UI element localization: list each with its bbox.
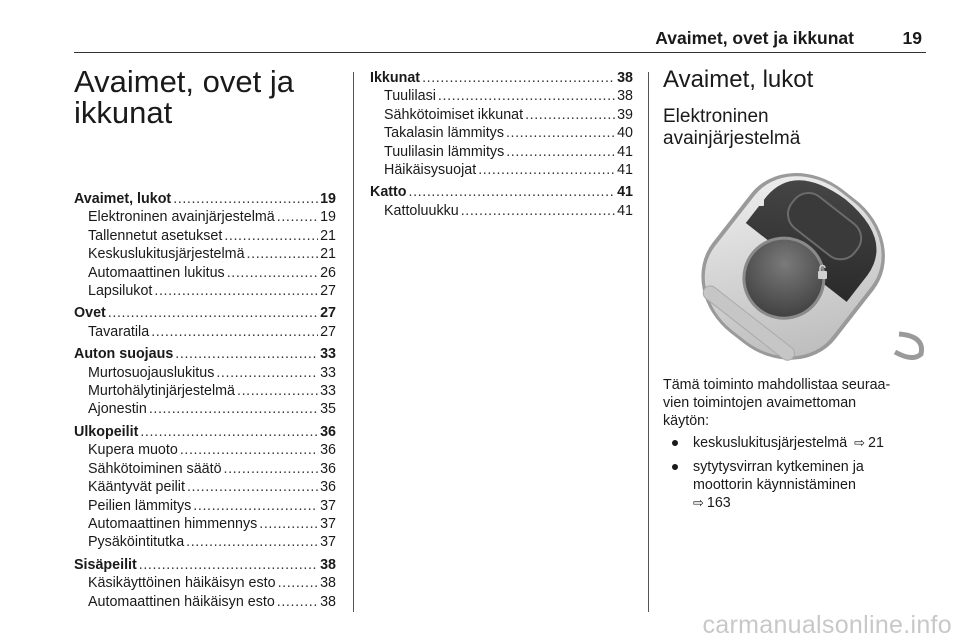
toc-entry-label: Peilien lämmitys bbox=[88, 497, 192, 514]
toc-leader-dots bbox=[180, 441, 318, 459]
toc-leader-dots bbox=[108, 304, 318, 322]
toc-entry[interactable] bbox=[370, 124, 633, 142]
subsection-title-line-1: Elektroninen bbox=[663, 106, 769, 127]
toc-entry-page: 38 bbox=[320, 575, 336, 592]
feature-list bbox=[663, 434, 933, 512]
toc-leader-dots bbox=[461, 202, 615, 220]
toc-entry-label: Automaattinen häikäisyn esto bbox=[88, 593, 275, 610]
toc-leader-dots bbox=[478, 161, 615, 179]
toc-leader-dots bbox=[140, 423, 318, 441]
toc-entry-page: 27 bbox=[320, 323, 336, 340]
toc-entry[interactable] bbox=[74, 323, 336, 341]
toc-entry[interactable] bbox=[74, 190, 336, 208]
toc-entry-page: 38 bbox=[320, 593, 336, 610]
toc-entry[interactable] bbox=[74, 460, 336, 478]
bullet-icon bbox=[672, 464, 678, 470]
toc-leader-dots bbox=[224, 460, 319, 478]
toc-entry-label: Ajonestin bbox=[88, 401, 147, 418]
toc-entry[interactable] bbox=[370, 143, 633, 161]
toc-entry[interactable] bbox=[74, 497, 336, 515]
toc-entry-label: Sisäpeilit bbox=[74, 556, 137, 573]
toc-entry-page: 26 bbox=[320, 264, 336, 281]
toc-entry-label: Auton suojaus bbox=[74, 346, 174, 363]
toc-entry[interactable] bbox=[370, 87, 633, 105]
toc-leader-dots bbox=[139, 556, 318, 574]
column-divider-2 bbox=[648, 72, 649, 612]
toc-entry-page: 38 bbox=[617, 88, 633, 105]
toc-leader-dots bbox=[506, 124, 615, 142]
toc-entry-page: 27 bbox=[320, 283, 336, 300]
arrow-right-icon: ⇨ bbox=[854, 435, 866, 450]
toc-entry[interactable] bbox=[74, 478, 336, 496]
toc-entry-page: 37 bbox=[320, 497, 336, 514]
toc-entry-page: 36 bbox=[320, 460, 336, 477]
toc-leader-dots bbox=[278, 574, 319, 592]
toc-leader-dots bbox=[186, 533, 318, 551]
toc-leader-dots bbox=[173, 190, 318, 208]
toc-entry-page: 19 bbox=[320, 191, 336, 207]
bullet-1-page-ref[interactable]: 21 bbox=[868, 435, 884, 451]
toc-list-1 bbox=[74, 190, 336, 611]
toc-leader-dots bbox=[216, 364, 318, 382]
toc-entry-page: 36 bbox=[320, 423, 336, 440]
toc-entry-page: 41 bbox=[617, 184, 633, 201]
toc-leader-dots bbox=[175, 345, 318, 363]
toc-entry-label: Pysäköintitutka bbox=[88, 534, 185, 551]
toc-entry-label: Kupera muoto bbox=[88, 442, 178, 459]
toc-entry-label: Automaattinen himmennys bbox=[88, 515, 258, 532]
key-fob-illustration bbox=[663, 166, 931, 362]
bullet-icon bbox=[672, 440, 678, 446]
arrow-right-icon: ⇨ bbox=[693, 495, 704, 510]
section-title: Avaimet, lukot bbox=[663, 66, 814, 93]
toc-entry[interactable] bbox=[74, 423, 336, 441]
toc-entry-label: Sähkötoimiset ikkunat bbox=[384, 106, 524, 123]
toc-entry-label: Murtohälytinjärjestelmä bbox=[88, 383, 235, 400]
intro-line-2: vien toimintojen avaimettoman bbox=[663, 395, 857, 411]
list-item bbox=[663, 458, 933, 512]
toc-entry[interactable] bbox=[74, 556, 336, 574]
toc-entry-label: Tuulilasin lämmitys bbox=[384, 143, 505, 160]
toc-entry-page: 33 bbox=[320, 383, 336, 400]
toc-leader-dots bbox=[187, 478, 318, 496]
column-divider-1 bbox=[353, 72, 354, 612]
toc-leader-dots bbox=[151, 323, 318, 341]
toc-entry-label: Takalasin lämmitys bbox=[384, 125, 504, 142]
chapter-title-line-1: Avaimet, ovet ja bbox=[74, 64, 294, 99]
toc-entry-label: Lapsilukot bbox=[88, 283, 153, 300]
toc-leader-dots bbox=[149, 400, 318, 418]
toc-entry-page: 37 bbox=[320, 515, 336, 532]
toc-entry[interactable] bbox=[74, 245, 336, 263]
toc-leader-dots bbox=[193, 497, 318, 515]
toc-entry[interactable] bbox=[74, 208, 336, 226]
toc-entry[interactable] bbox=[74, 515, 336, 533]
toc-entry-page: 19 bbox=[320, 209, 336, 226]
toc-entry-page: 33 bbox=[320, 346, 336, 363]
toc-entry-label: Automaattinen lukitus bbox=[88, 264, 225, 281]
toc-entry-page: 33 bbox=[320, 364, 336, 381]
toc-entry[interactable] bbox=[74, 264, 336, 282]
toc-entry-page: 36 bbox=[320, 442, 336, 459]
subsection-title-line-2: avainjärjestelmä bbox=[663, 128, 801, 149]
toc-entry-page: 38 bbox=[320, 556, 336, 573]
toc-entry-label: Käsikäyttöinen häikäisyn esto bbox=[88, 575, 276, 592]
toc-entry-label: Kääntyvät peilit bbox=[88, 479, 185, 496]
toc-entry-page: 40 bbox=[617, 125, 633, 142]
toc-entry-label: Tuulilasi bbox=[384, 88, 436, 105]
toc-leader-dots bbox=[506, 143, 615, 161]
toc-entry-page: 36 bbox=[320, 479, 336, 496]
page-number: 19 bbox=[902, 28, 922, 48]
toc-entry-page: 27 bbox=[320, 305, 336, 322]
toc-leader-dots bbox=[277, 208, 318, 226]
toc-entry[interactable] bbox=[74, 533, 336, 551]
toc-leader-dots bbox=[277, 593, 318, 611]
toc-entry[interactable] bbox=[370, 202, 633, 220]
toc-leader-dots bbox=[259, 515, 318, 533]
toc-entry-label: Tallennetut asetukset bbox=[88, 227, 223, 244]
toc-entry-label: Murtosuojauslukitus bbox=[88, 364, 215, 381]
content-column bbox=[663, 66, 933, 518]
watermark: carmanualsonline.info bbox=[702, 611, 952, 639]
toc-leader-dots bbox=[237, 382, 318, 400]
toc-leader-dots bbox=[409, 183, 616, 201]
toc-leader-dots bbox=[525, 106, 615, 124]
toc-leader-dots bbox=[438, 87, 615, 105]
toc-entry-label: Sähkötoiminen säätö bbox=[88, 460, 222, 477]
toc-column-2 bbox=[370, 69, 633, 220]
toc-entry[interactable] bbox=[74, 382, 336, 400]
list-item bbox=[663, 434, 933, 452]
toc-entry-page: 41 bbox=[617, 143, 633, 160]
bullet-2-line-1: sytytysvirran kytkeminen ja bbox=[693, 459, 864, 475]
toc-entry[interactable] bbox=[74, 574, 336, 592]
toc-list-2 bbox=[370, 69, 633, 220]
toc-entry[interactable] bbox=[370, 106, 633, 124]
toc-entry[interactable] bbox=[370, 183, 633, 201]
toc-column-1 bbox=[74, 66, 336, 611]
intro-line-3: käytön: bbox=[663, 413, 710, 429]
toc-entry-label: Ovet bbox=[74, 305, 106, 322]
toc-entry[interactable] bbox=[74, 227, 336, 245]
toc-entry-page: 21 bbox=[320, 227, 336, 244]
toc-entry-label: Avaimet, lukot bbox=[74, 191, 172, 207]
toc-entry-page: 41 bbox=[617, 202, 633, 219]
toc-entry-page: 37 bbox=[320, 534, 336, 551]
toc-entry-page: 35 bbox=[320, 401, 336, 418]
toc-entry-page: 21 bbox=[320, 246, 336, 263]
subsection-title bbox=[663, 106, 933, 150]
toc-entry[interactable] bbox=[74, 441, 336, 459]
intro-text bbox=[663, 376, 933, 430]
toc-entry[interactable] bbox=[74, 593, 336, 611]
toc-entry-label: Keskuslukitusjärjestelmä bbox=[88, 246, 245, 263]
toc-entry-page: 39 bbox=[617, 106, 633, 123]
toc-leader-dots bbox=[224, 227, 318, 245]
toc-entry[interactable] bbox=[74, 400, 336, 418]
toc-entry[interactable] bbox=[74, 282, 336, 300]
toc-entry-page: 41 bbox=[617, 162, 633, 179]
bullet-2-line-2: moottorin käynnistäminen bbox=[693, 477, 856, 493]
toc-entry-page: 38 bbox=[617, 70, 633, 86]
toc-entry[interactable] bbox=[370, 161, 633, 179]
toc-leader-dots bbox=[154, 282, 318, 300]
toc-entry-label: Ulkopeilit bbox=[74, 423, 139, 440]
toc-leader-dots bbox=[422, 69, 615, 87]
toc-entry-label: Elektroninen avainjärjestelmä bbox=[88, 209, 275, 226]
toc-entry-label: Kattoluukku bbox=[384, 202, 459, 219]
toc-entry[interactable] bbox=[74, 364, 336, 382]
toc-entry[interactable] bbox=[74, 304, 336, 322]
chapter-title bbox=[74, 66, 336, 128]
toc-entry[interactable] bbox=[370, 69, 633, 87]
chapter-title-line-2: ikkunat bbox=[74, 95, 173, 130]
bullet-1-text: keskuslukitusjärjestelmä bbox=[693, 435, 848, 451]
running-header-title: Avaimet, ovet ja ikkunat bbox=[655, 28, 854, 48]
toc-entry[interactable] bbox=[74, 345, 336, 363]
toc-entry-label: Tavaratila bbox=[88, 323, 150, 340]
toc-leader-dots bbox=[227, 264, 318, 282]
intro-line-1: Tämä toiminto mahdollistaa seuraa- bbox=[663, 377, 891, 393]
bullet-2-page-ref[interactable]: 163 bbox=[706, 495, 731, 511]
page-header bbox=[74, 22, 926, 53]
toc-entry-label: Katto bbox=[370, 184, 407, 201]
toc-entry-label: Ikkunat bbox=[370, 70, 421, 86]
toc-entry-label: Häikäisysuojat bbox=[384, 162, 477, 179]
toc-leader-dots bbox=[247, 245, 319, 263]
